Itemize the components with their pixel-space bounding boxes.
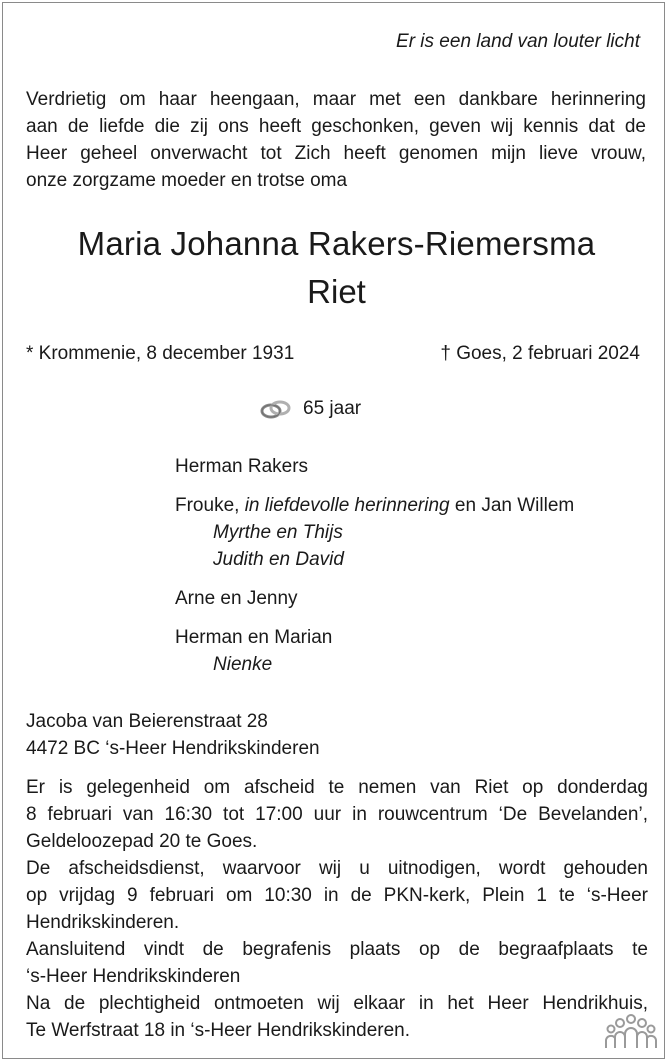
motto: Er is een land van louter licht <box>396 31 640 52</box>
people-group-icon <box>604 1012 658 1050</box>
intro-line: aan de liefde die zij ons heeft geschonken, geven wij kennis dat de <box>26 116 646 137</box>
info-line: ‘s-Heer Hendrikskinderen <box>26 966 241 987</box>
address-city: 4472 BC ‘s-Heer Hendrikskinderen <box>26 738 320 759</box>
ceremony-info <box>26 774 648 1044</box>
wedding-rings-icon <box>259 398 293 420</box>
info-line: Te Werfstraat 18 in ‘s-Heer Hendrikskinderen. <box>26 1020 411 1041</box>
family-spouse: Herman Rakers <box>175 456 309 477</box>
info-line: op vrijdag 9 februari om 10:30 in de PKN-kerk, Plein 1 te ‘s-Heer <box>26 885 648 906</box>
family-group: Arne en Jenny <box>175 588 298 609</box>
info-line: Na de plechtigheid ontmoeten wij elkaar in het Heer Hendrikhuis, <box>26 993 648 1014</box>
marriage-duration <box>259 398 361 420</box>
obituary-card <box>2 2 665 1059</box>
marriage-years: 65 jaar <box>303 398 362 419</box>
intro-line: Heer geheel onverwacht tot Zich heeft genomen mijn lieve vrouw, <box>26 143 646 164</box>
info-line: Er is gelegenheid om afscheid te nemen van Riet op donderdag <box>26 777 648 798</box>
family-member-line <box>175 492 574 519</box>
address-block <box>26 708 320 762</box>
intro-line: Verdrietig om haar heengaan, maar met een dankbare herinnering <box>26 89 646 110</box>
info-line: 8 februari van 16:30 tot 17:00 uur in rouwcentrum ‘De Bevelanden’, <box>26 804 648 825</box>
death-info: † Goes, 2 februari 2024 <box>440 343 640 364</box>
family-member-note: in liefdevolle herinnering <box>244 495 450 516</box>
info-line: Aansluitend vindt de begrafenis plaats op de begraafplaats te <box>26 939 648 960</box>
family-member-line: Herman en Marian <box>175 627 333 648</box>
grandchildren: Myrthe en Thijs <box>213 522 343 543</box>
family-group <box>175 492 574 573</box>
grandchildren: Nienke <box>213 654 273 675</box>
deceased-full-name: Maria Johanna Rakers-Riemersma <box>77 225 596 262</box>
info-line: Geldeloozepad 20 te Goes. <box>26 831 258 852</box>
intro-line: onze zorgzame moeder en trotse oma <box>26 170 348 191</box>
family-list <box>175 453 574 690</box>
info-line: De afscheidsdienst, waarvoor wij u uitnodigen, wordt gehouden <box>26 858 648 879</box>
deceased-nickname: Riet <box>307 273 366 310</box>
birth-info: * Krommenie, 8 december 1931 <box>26 343 295 364</box>
family-member-partner: en Jan Willem <box>454 495 575 516</box>
intro-text <box>26 86 646 194</box>
family-member-name: Frouke, <box>175 495 240 516</box>
family-group <box>175 624 574 678</box>
address-street: Jacoba van Beierenstraat 28 <box>26 711 268 732</box>
info-line: Hendrikskinderen. <box>26 912 180 933</box>
grandchildren: Judith en David <box>213 549 344 570</box>
